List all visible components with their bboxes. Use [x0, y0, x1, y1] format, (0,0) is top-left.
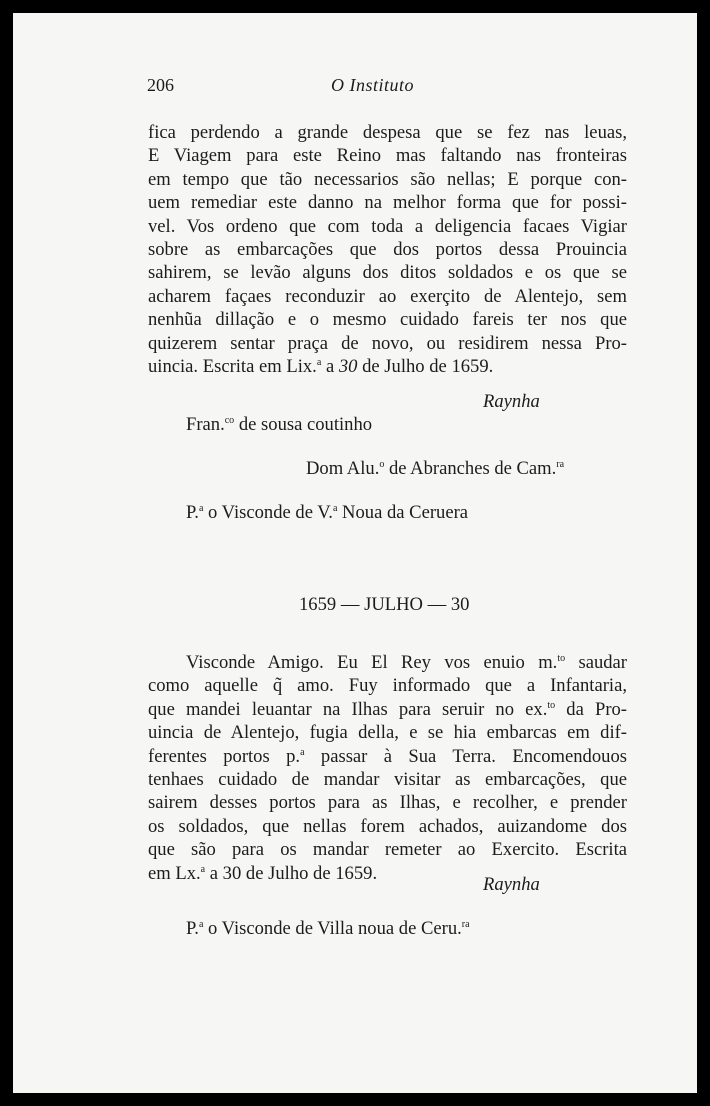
text-line: como aquelle q̃ amo. Fuy informado que a Infantaria,	[148, 675, 627, 697]
addressee-line: P.$^a$ o Visconde de Villa noua de Ceru.$^{ra}$	[186, 918, 470, 939]
page-number: 206	[147, 75, 174, 95]
text-line: fica perdendo a grande despesa que se fez nas leuas,	[148, 122, 627, 143]
date-heading: 1659 — JULHO — 30	[299, 594, 470, 615]
text-line: uincia. Escrita em Lix.$^a$ a 30 de Julho de 1659.	[148, 356, 494, 378]
signature-raynha: Raynha	[483, 391, 540, 412]
text-line: sobre as embarcações que dos portos dessa Prouincia	[148, 239, 627, 261]
text-line: nenhũa dillação e o mesmo cuidado fareis ter nos que	[148, 309, 627, 331]
text-line: sahirem, se levão alguns dos ditos soldados e os que se	[148, 262, 627, 284]
text-line: quizerem sentar praça de novo, ou residirem nessa Pro-	[148, 332, 627, 354]
text-line: ferentes portos p.$^a$ passar à Sua Terra. Encomendouos	[148, 745, 627, 767]
text-line: uem remediar este danno na melhor forma que for possi-	[148, 192, 627, 214]
text-line: os soldados, que nellas forem achados, auizandome dos	[148, 815, 627, 837]
text-line: acharem façaes reconduzir ao exerçito de Alentejo, sem	[148, 285, 627, 307]
text-line: que são para os mandar remeter ao Exercito. Escrita	[148, 839, 627, 861]
text-line: uincia de Alentejo, fugia della, e se hia embarcas em dif-	[148, 722, 627, 744]
text-line: que mandei leuantar na Ilhas para seruir no ex.$^{to}$ da Pro-	[148, 698, 628, 720]
text-line: Visconde Amigo. Eu El Rey vos enuio m.$^{to}$ saudar	[186, 652, 627, 673]
secretary-line: Fran.$^{co}$ de sousa coutinho	[186, 414, 373, 435]
addressee-line: P.$^a$ o Visconde de V.$^a$ Noua da Ceruera	[186, 502, 469, 523]
document-page	[13, 13, 697, 1093]
signature-raynha: Raynha	[483, 874, 540, 895]
text-line: vel. Vos ordeno que com toda a deligencia facaes Vigiar	[148, 215, 627, 237]
running-title: O Instituto	[331, 75, 415, 95]
text-line: E Viagem para este Reino mas faltando nas fronteiras	[148, 145, 627, 167]
text-line: tenhaes cuidado de mandar visitar as embarcações, que	[148, 769, 627, 791]
text-line: em Lx.$^a$ a 30 de Julho de 1659.	[148, 862, 378, 884]
text-line: em tempo que tão necessarios são nellas; E porque con-	[148, 168, 627, 190]
letter1-body	[148, 121, 627, 378]
text-line: sairem desses portos para as Ilhas, e recolher, e prender	[148, 792, 627, 814]
cosigner-line: Dom Alu.$^o$ de Abranches de Cam.$^{ra}$	[306, 458, 565, 479]
letter2-body	[148, 651, 627, 885]
